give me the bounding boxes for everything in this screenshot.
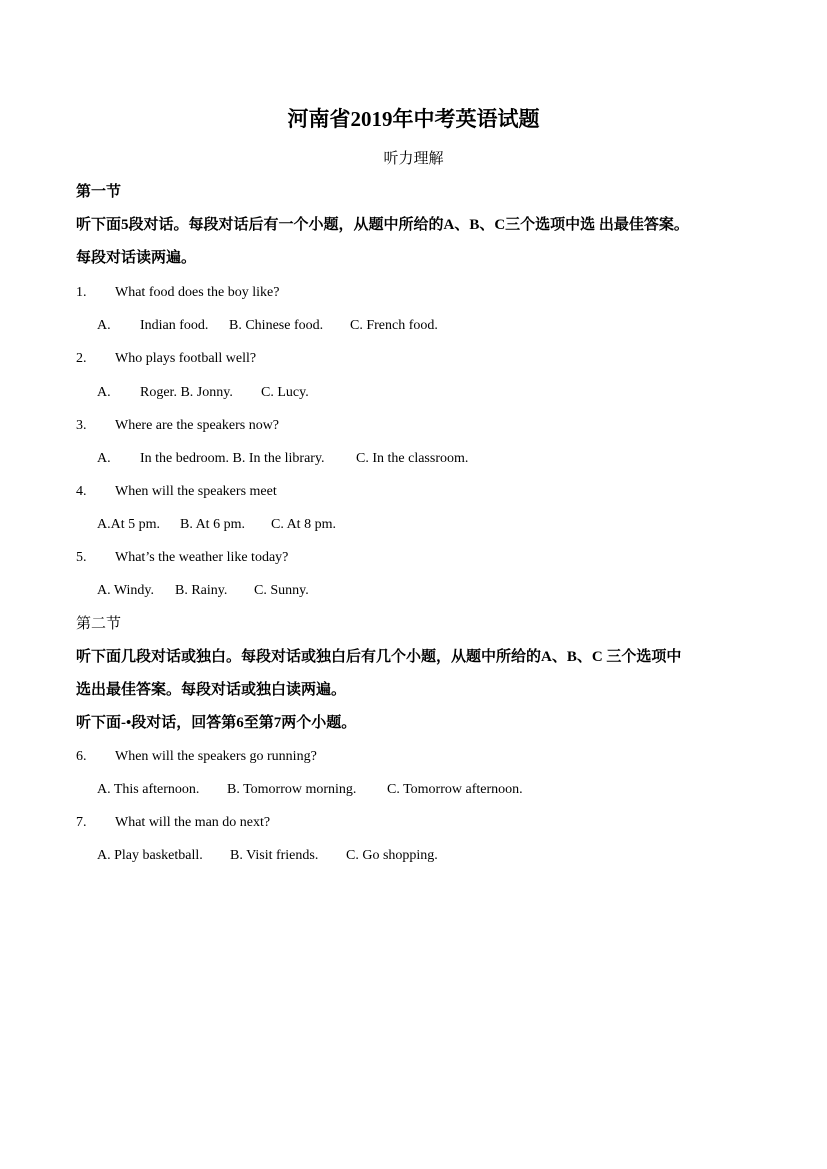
option-a: Indian food. [140, 318, 209, 333]
question-text: Where are the speakers now? [115, 418, 280, 433]
option-a-label: A. [97, 385, 111, 400]
section2-instruction-line1: 听下面几段对话或独白。每段对话或独白后有几个小题，从题中所给的A、B、C 三个选项中 [76, 649, 682, 665]
option-a: A. Windy. [97, 583, 154, 598]
section1-instruction-line1: 听下面5段对话。每段对话后有一个小题，从题中所给的A、B、C三个选项中选 出最佳答案。 [76, 217, 689, 233]
option-a: A. Play basketball. [97, 848, 203, 863]
option-b: B. Rainy. [175, 583, 228, 598]
question-text: What food does the boy like? [115, 285, 280, 300]
question-number: 3. [76, 418, 87, 433]
question-number: 4. [76, 484, 87, 499]
question-number: 5. [76, 550, 87, 565]
option-b: B. Chinese food. [229, 318, 324, 333]
option-c: C. At 8 pm. [271, 517, 336, 532]
question-number: 1. [76, 285, 87, 300]
option-c: C. Lucy. [261, 385, 309, 400]
question-number: 7. [76, 815, 87, 830]
option-b: B. Visit friends. [230, 848, 319, 863]
option-c: C. Tomorrow afternoon. [387, 782, 523, 797]
question-text: When will the speakers go running? [115, 749, 317, 764]
option-a: In the bedroom. B. In the library. [140, 451, 325, 466]
question-text: When will the speakers meet [115, 484, 277, 499]
section2-heading: 第二节 [76, 616, 122, 632]
option-a-label: A. [97, 318, 111, 333]
option-a: A.At 5 pm. [97, 517, 160, 532]
option-c: C. In the classroom. [356, 451, 469, 466]
question-text: What will the man do next? [115, 815, 271, 830]
option-c: C. Sunny. [254, 583, 309, 598]
page-title: 河南省2019年中考英语试题 [287, 107, 540, 131]
section1-instruction-line2: 每段对话读两遍。 [76, 250, 197, 266]
option-c: C. Go shopping. [346, 848, 438, 863]
option-c: C. French food. [350, 318, 438, 333]
question-number: 2. [76, 351, 87, 366]
option-a-label: A. [97, 451, 111, 466]
question-number: 6. [76, 749, 87, 764]
option-a: Roger. B. Jonny. [140, 385, 233, 400]
page-subtitle: 听力理解 [383, 151, 444, 167]
question-text: What’s the weather like today? [115, 550, 289, 565]
option-b: B. Tomorrow morning. [227, 782, 357, 797]
section2-instruction-line2: 选出最佳答案。每段对话或独白读两遍。 [76, 682, 347, 698]
section1-heading: 第一节 [76, 184, 122, 200]
option-b: B. At 6 pm. [180, 517, 245, 532]
section2-instruction-line3: 听下面-•段对话，回答第6至第7两个小题。 [76, 715, 357, 731]
question-text: Who plays football well? [115, 351, 257, 366]
option-a: A. This afternoon. [97, 782, 200, 797]
